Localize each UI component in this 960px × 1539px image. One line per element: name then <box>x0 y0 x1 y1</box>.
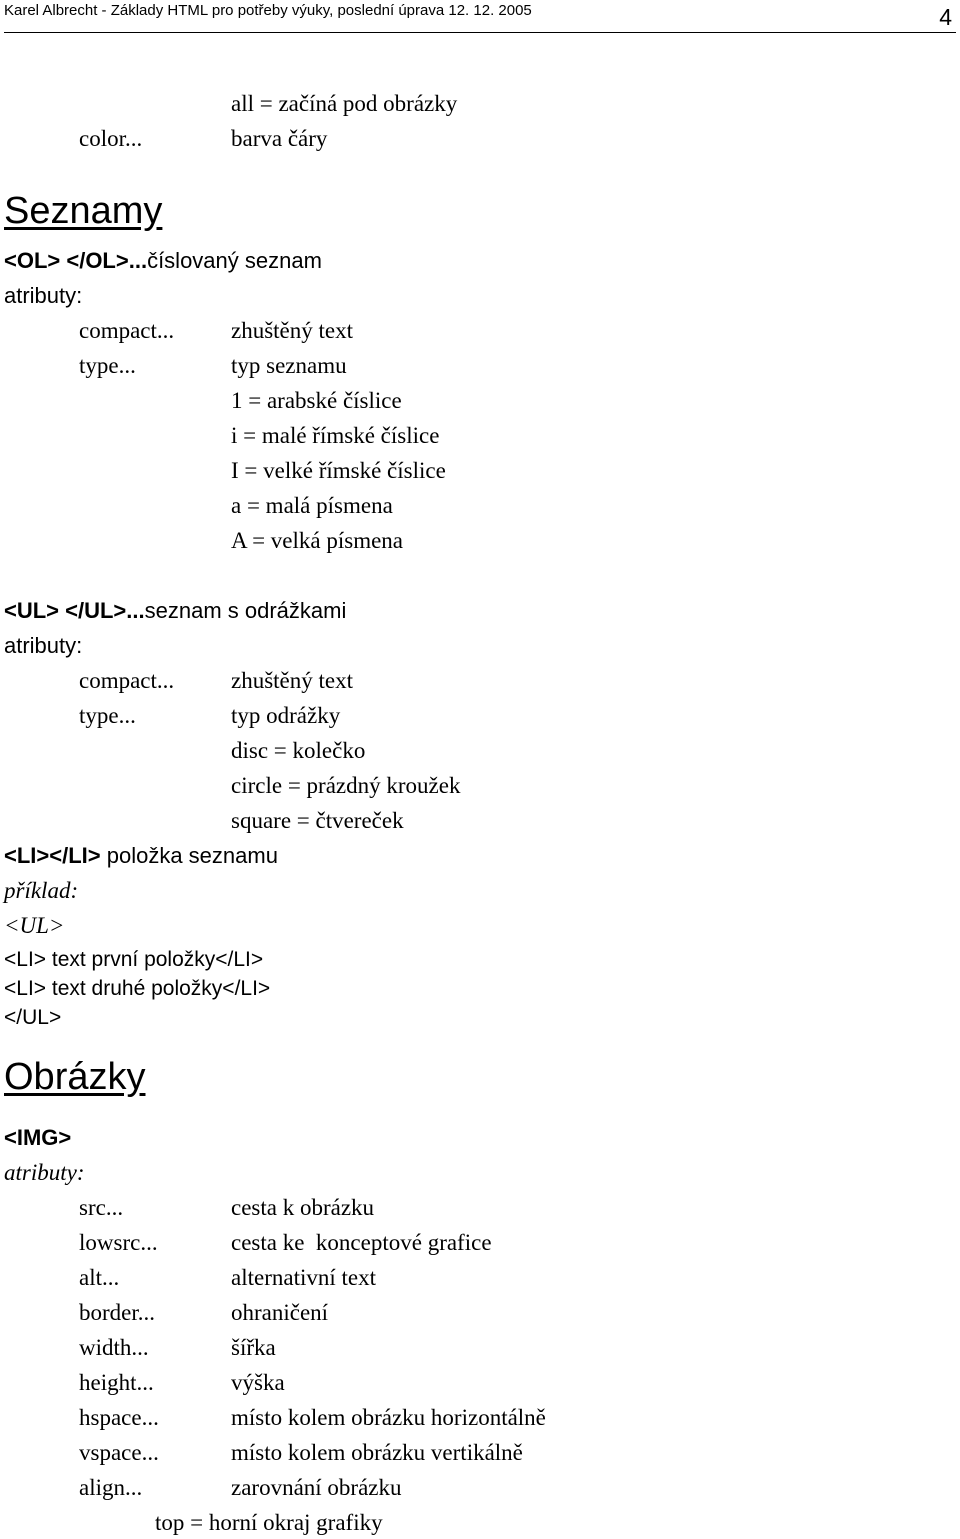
ol-value-5: A = velká písmena <box>231 528 404 553</box>
ol-value-2: i = malé římské číslice <box>231 423 440 448</box>
hr-all-value: all = začíná pod obrázky <box>231 91 458 116</box>
li-tag-line <box>4 841 278 871</box>
img-tag-line <box>4 1123 71 1153</box>
img-attr-desc: šířka <box>231 1335 276 1360</box>
img-attr-desc: ohraničení <box>231 1300 329 1325</box>
img-attr-desc: cesta k obrázku <box>231 1195 375 1220</box>
img-attr-name: lowsrc... <box>79 1230 158 1255</box>
img-attr-desc: cesta ke konceptové grafice <box>231 1230 492 1255</box>
img-attr-name: height... <box>79 1370 154 1395</box>
ul-tag: <UL> </UL>... <box>4 598 145 623</box>
img-attr-name: align... <box>79 1475 143 1500</box>
img-tag: <IMG> <box>4 1125 72 1150</box>
ul-desc: seznam s odrážkami <box>144 598 347 623</box>
header-text: Karel Albrecht - Základy HTML pro potřeby výuky, poslední úprava 12. 12. 2005 <box>4 2 532 19</box>
img-attr-name: hspace... <box>79 1405 159 1430</box>
img-attr-desc: výška <box>231 1370 285 1395</box>
ul-attrs-label: atributy: <box>4 633 83 658</box>
example-line-2: <LI> text první položky</LI> <box>4 948 264 971</box>
section-title-seznamy: Seznamy <box>4 190 163 232</box>
ol-value-4: a = malá písmena <box>231 493 393 518</box>
img-attr-name: width... <box>79 1335 149 1360</box>
img-attr-desc: místo kolem obrázku vertikálně <box>231 1440 523 1465</box>
img-attr-name: alt... <box>79 1265 120 1290</box>
ol-tag-line <box>4 246 322 276</box>
img-attr-name: src... <box>79 1195 124 1220</box>
img-attr-desc: zarovnání obrázku <box>231 1475 402 1500</box>
ul-compact-desc: zhuštěný text <box>231 668 353 693</box>
img-attr-name: border... <box>79 1300 156 1325</box>
ol-type-desc: typ seznamu <box>231 353 347 378</box>
li-tag: <LI></LI> <box>4 843 101 868</box>
ul-type-desc: typ odrážky <box>231 703 341 728</box>
header-rule <box>4 32 956 33</box>
img-attrs-label: atributy: <box>4 1160 85 1185</box>
page-number: 4 <box>939 4 952 30</box>
example-line-1: <UL> <box>4 913 65 938</box>
ul-value-3: square = čtvereček <box>231 808 404 833</box>
ul-tag-line <box>4 596 346 626</box>
ol-value-3: I = velké římské číslice <box>231 458 446 483</box>
img-attr-desc: místo kolem obrázku horizontálně <box>231 1405 546 1430</box>
ul-value-2: circle = prázdný kroužek <box>231 773 461 798</box>
ol-desc: číslovaný seznam <box>147 248 322 273</box>
page-header <box>4 0 956 34</box>
hr-color-desc: barva čáry <box>231 126 328 151</box>
li-desc: položka seznamu <box>106 843 278 868</box>
ul-value-1: disc = kolečko <box>231 738 366 763</box>
example-line-4: </UL> <box>4 1006 62 1029</box>
ol-compact-attr: compact... <box>79 318 175 343</box>
ul-compact-attr: compact... <box>79 668 175 693</box>
img-attr-name: vspace... <box>79 1440 159 1465</box>
ol-attrs-label: atributy: <box>4 283 83 308</box>
ol-tag: <OL> </OL>... <box>4 248 148 273</box>
example-line-3: <LI> text druhé položky</LI> <box>4 977 271 1000</box>
align-top-value: top = horní okraj grafiky <box>155 1510 383 1535</box>
hr-color-attr: color... <box>79 126 143 151</box>
ul-type-attr: type... <box>79 703 136 728</box>
example-label: příklad: <box>4 878 79 903</box>
ol-compact-desc: zhuštěný text <box>231 318 353 343</box>
img-attr-desc: alternativní text <box>231 1265 376 1290</box>
ol-type-attr: type... <box>79 353 136 378</box>
ol-value-1: 1 = arabské číslice <box>231 388 402 413</box>
section-title-obrazky: Obrázky <box>4 1056 146 1098</box>
